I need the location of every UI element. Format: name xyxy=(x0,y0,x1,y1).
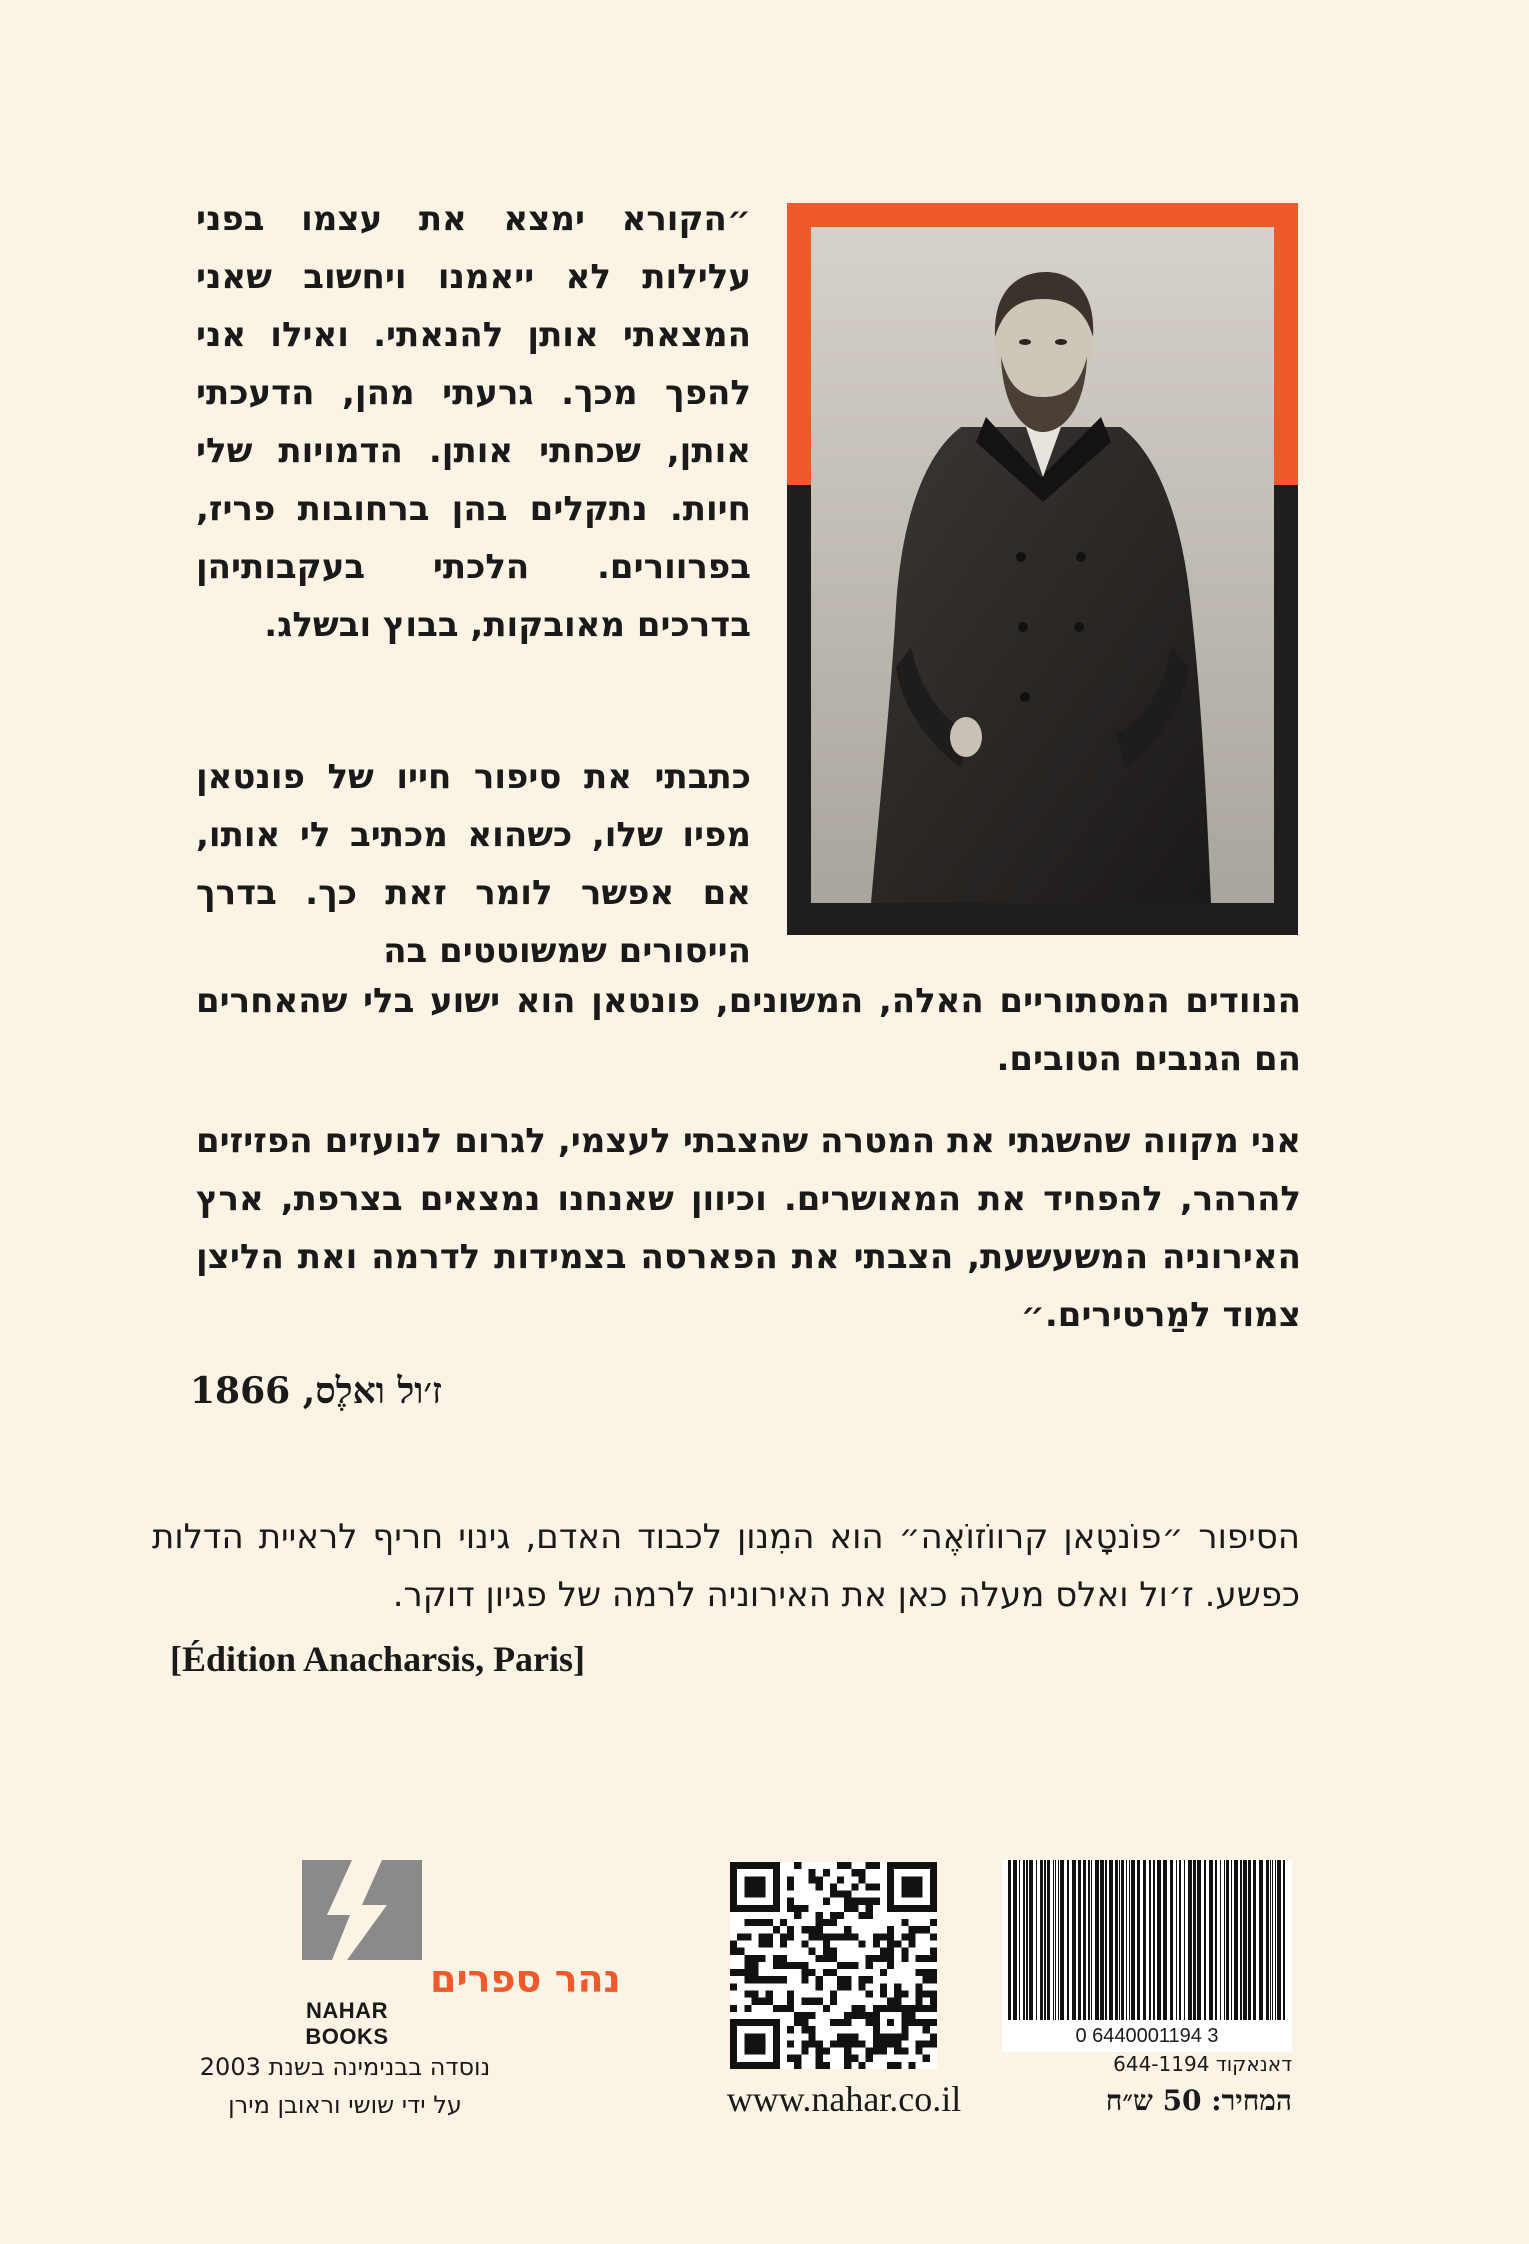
author-photo-frame xyxy=(787,203,1298,935)
quote-paragraph-2-start xyxy=(196,748,751,980)
quote-paragraph-3 xyxy=(196,1112,1301,1344)
quote-text: הנוודים המסתוריים האלה, המשונים, פונטאן הוא ישוע בלי שהאחרים הם הגנבים הטובים. xyxy=(196,981,1301,1079)
publisher-logo xyxy=(262,1860,621,2010)
quote-signature: ז׳ול ואלֶס, 1866 xyxy=(190,1370,442,1412)
blurb-source: [Édition Anacharsis, Paris] xyxy=(170,1639,586,1679)
quote-text: אני מקווה שהשגתי את המטרה שהצבתי לעצמי, לגרום לנועזים הפזיזים להרהר, להפחיד את המאושרים. וכיוון שאנחנו נמצאים בצרפת, ארץ האירוניה המשעשעת, הצבתי את הפארסה בצמידות לדרמה ואת הליצן צמוד למַרטירים.״ xyxy=(196,1121,1301,1335)
publisher-founded-note xyxy=(150,2048,540,2124)
publisher-logo-hebrew: נהר ספרים xyxy=(430,1957,621,2001)
quote-text: כתבתי את סיפור חייו של פונטאן מפיו שלו, כשהוא מכתיב לי אותו, אם אפשר לומר זאת כך. בדרך הייסורים שמשוטטים בה xyxy=(196,757,751,971)
publisher-website[interactable]: www.nahar.co.il xyxy=(726,2079,962,2119)
qr-code[interactable] xyxy=(730,1862,937,2069)
quote-paragraph-2-end xyxy=(196,972,1301,1088)
book-blurb xyxy=(152,1508,1300,1624)
founded-line-1: נוסדה בבנימינה בשנת 2003 xyxy=(199,2053,491,2081)
dancode-label: דאנאקוד 644-1194 xyxy=(1113,2052,1292,2076)
price-label: המחיר: 50 ש״ח xyxy=(1105,2084,1292,2117)
blurb-text: הסיפור ״פוֹנטָאן קרווֹזוֹאֶה״ הוא המִנון לכבוד האדם, גינוי חריף לראיית הדלות כפשע. ז׳ול ואלס מעלה כאן את האירוניה לרמה של פגיון דוקר. xyxy=(152,1517,1300,1615)
quote-text: ״הקורא ימצא את עצמו בפני עלילות לא ייאמנו ויחשוב שאני המצאתי אותן להנאתי. ואילו אני להפך מכך. גרעתי מהן, הדעכתי אותן, שכחתי אותן. הדמויות שלי חיות. נתקלים בהן ברחובות פריז, בפרוורים. הלכתי בעקבותיהן בדרכים מאובקות, בבוץ ובשלג. xyxy=(196,199,751,645)
quote-paragraph-1 xyxy=(196,190,751,654)
barcode-number: 0 6440001194 3 xyxy=(1075,2025,1219,2047)
isbn-barcode xyxy=(1002,1860,1292,2052)
publisher-name: NAHAR BOOKS xyxy=(305,1998,389,2049)
founded-line-2: על ידי שושי וראובן מירן xyxy=(228,2091,462,2119)
author-portrait-photo xyxy=(811,227,1274,903)
